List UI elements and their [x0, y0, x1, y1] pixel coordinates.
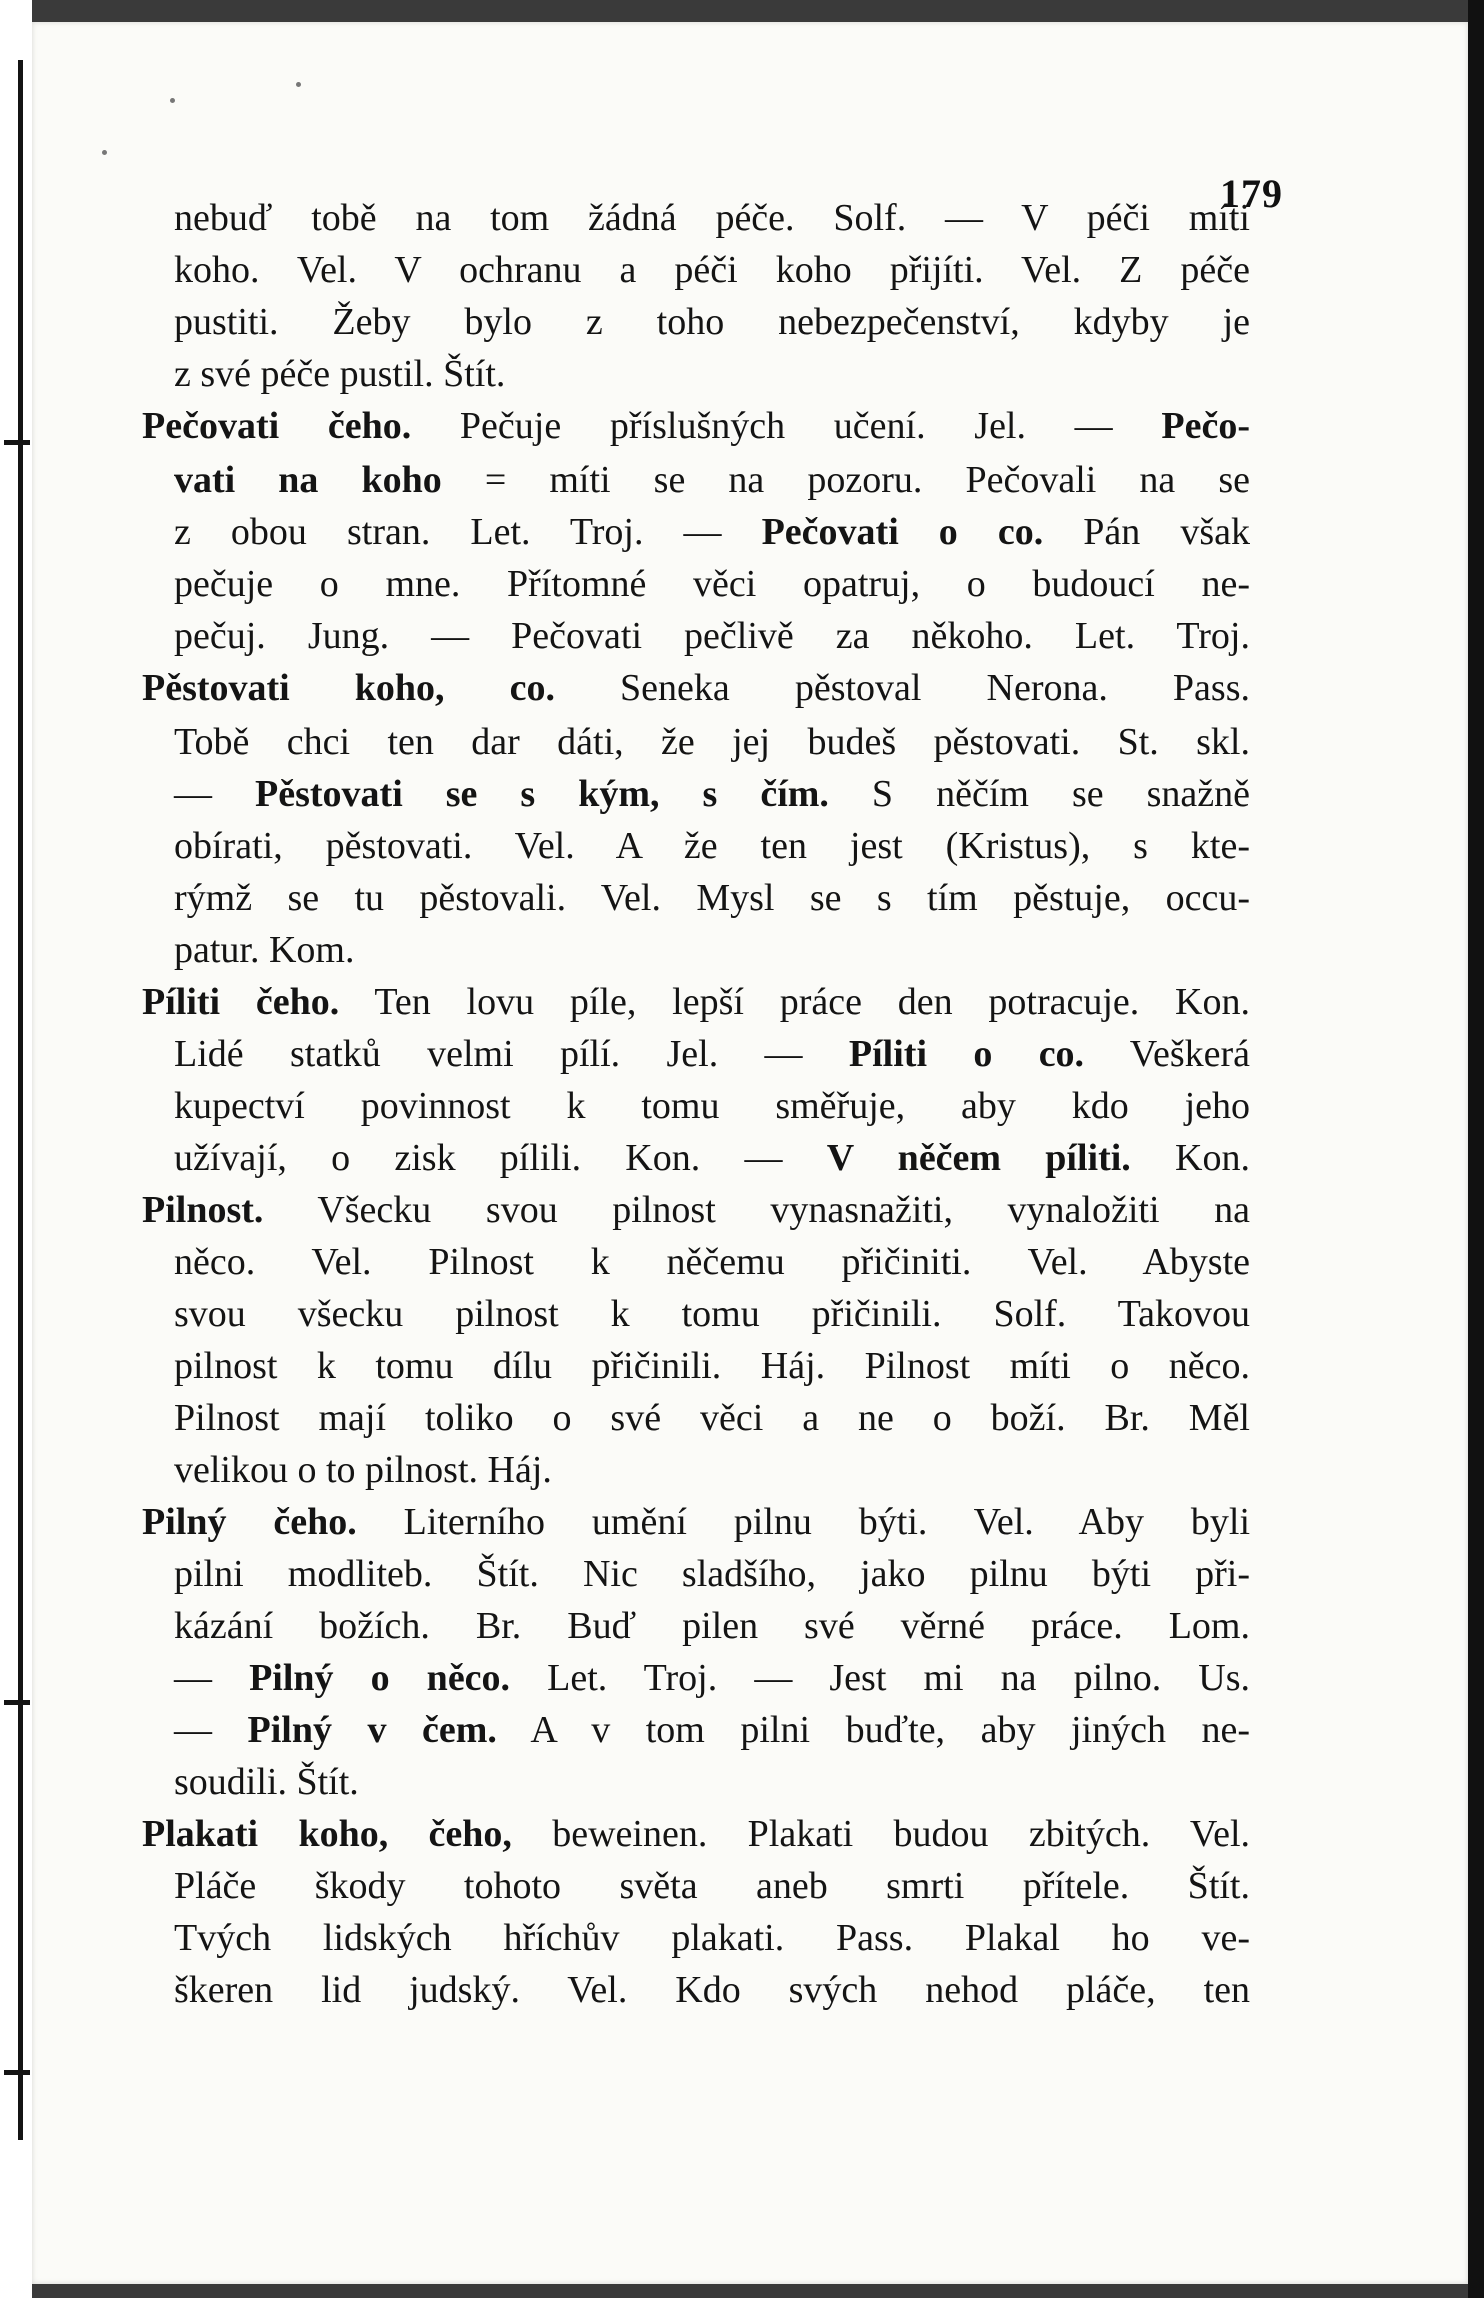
page-number: 179 [1220, 171, 1283, 216]
entry-text: beweinen. Plakati budou zbitých. Vel. [511, 1813, 1250, 1855]
line-text [174, 610, 1250, 662]
entry-text: — [174, 1657, 250, 1699]
text-line [32, 1444, 1468, 1496]
text-line [32, 1548, 1468, 1600]
entry-headword: Píliti čeho. [142, 981, 340, 1023]
entry-text: obírati, pěstovati. Vel. A že ten jest (Kristus), s kte- [174, 825, 1250, 867]
entry-text: Seneka pěstoval Nerona. Pass. [554, 667, 1250, 709]
line-text [142, 400, 1250, 452]
line-text [174, 1340, 1250, 1392]
text-line [32, 1184, 1468, 1236]
text-line [32, 820, 1468, 872]
entry-text: z obou stran. Let. Troj. — [174, 511, 762, 553]
entry-text: — [174, 773, 256, 815]
text-line [32, 1600, 1468, 1652]
entry-headword: Pěstovati koho, co. [142, 667, 555, 709]
line-text [174, 506, 1250, 558]
entry-text: Pilnost mají toliko o své věci a ne o boží. Br. Měl [174, 1397, 1250, 1439]
line-text [174, 244, 1250, 296]
line-text [174, 1756, 1250, 1808]
book-page [32, 22, 1468, 2284]
text-line [32, 1132, 1468, 1184]
entry-text: Tobě chci ten dar dáti, že jej budeš pěstovati. St. skl. [174, 721, 1250, 763]
scan-speck [296, 82, 301, 87]
entry-text: Ten lovu píle, lepší práce den potracuje. Kon. [339, 981, 1250, 1023]
text-line [32, 1860, 1468, 1912]
entry-text: Kon. [1130, 1137, 1250, 1179]
text-line [32, 1392, 1468, 1444]
scan-left-margin [0, 0, 32, 2298]
entry-text: Let. Troj. — Jest mi na pilno. Us. [510, 1657, 1251, 1699]
text-line [32, 400, 1468, 452]
line-text [142, 1808, 1250, 1860]
entry-text: pilni modliteb. Štít. Nic sladšího, jako pilnu býti při- [174, 1553, 1250, 1595]
entry-text: patur. Kom. [174, 929, 355, 971]
line-text [174, 872, 1250, 924]
line-text [174, 1080, 1250, 1132]
entry-text: nebuď tobě na tom žádná péče. Solf. — V péči míti [174, 197, 1250, 239]
text-line [32, 662, 1468, 714]
text-line [32, 1808, 1468, 1860]
scan-speck [170, 98, 175, 103]
text-line [32, 296, 1468, 348]
line-text [174, 1600, 1250, 1652]
line-text [174, 1132, 1250, 1184]
entry-text: pečuje o mne. Přítomné věci opatruj, o budoucí ne- [174, 563, 1250, 605]
scan-right-edge [1468, 0, 1484, 2298]
entry-text: Pán však [1043, 511, 1250, 553]
text-line [32, 1028, 1468, 1080]
line-text [174, 296, 1250, 348]
entry-text: škeren lid judský. Vel. Kdo svých nehod pláče, ten [174, 1969, 1250, 2011]
binding-tick [4, 1700, 30, 1705]
text-line [32, 1756, 1468, 1808]
entry-text: kázání božích. Br. Buď pilen své věrné práce. Lom. [174, 1605, 1250, 1647]
line-text [142, 976, 1250, 1028]
text-line [32, 1496, 1468, 1548]
line-text [174, 192, 1250, 244]
text-line [32, 454, 1468, 506]
entry-text: velikou o to pilnost. Háj. [174, 1449, 552, 1491]
entry-text: S něčím se snažně [828, 773, 1250, 815]
line-text [174, 1028, 1250, 1080]
entry-text: Lidé statků velmi pílí. Jel. — [174, 1033, 849, 1075]
entry-text: svou všecku pilnost k tomu přičinili. Solf. Takovou [174, 1293, 1250, 1335]
line-text [174, 1964, 1250, 2016]
text-line [32, 192, 1468, 244]
entry-headword: vati na koho [174, 459, 442, 501]
entry-headword: Pilný v čem. [247, 1709, 497, 1751]
line-text [142, 1184, 1250, 1236]
text-line [32, 558, 1468, 610]
line-text [174, 1860, 1250, 1912]
entry-text: Pečuje příslušných učení. Jel. — [411, 405, 1162, 447]
entry-headword: Pečovati čeho. [142, 405, 412, 447]
text-line [32, 1340, 1468, 1392]
entry-headword: Píliti o co. [848, 1033, 1085, 1075]
entry-text: Pláče škody tohoto světa aneb smrti přítele. Štít. [174, 1865, 1250, 1907]
line-text [174, 1444, 1250, 1496]
scan-speck [102, 150, 107, 155]
text-line [32, 1236, 1468, 1288]
entry-text: Tvých lidských hříchův plakati. Pass. Plakal ho ve- [174, 1917, 1250, 1959]
entry-text: kupectví povinnost k tomu směřuje, aby kdo jeho [174, 1085, 1250, 1127]
entry-text: koho. Vel. V ochranu a péči koho přijíti. Vel. Z péče [174, 249, 1250, 291]
line-text [142, 1496, 1250, 1548]
line-text [174, 1652, 1250, 1704]
line-text [142, 662, 1250, 714]
entry-text: = míti se na pozoru. Pečovali na se [441, 459, 1250, 501]
entry-text: rýmž se tu pěstovali. Vel. Mysl se s tím pěstuje, occu- [174, 877, 1250, 919]
entry-text: pečuj. Jung. — Pečovati pečlivě za někoho. Let. Troj. [174, 615, 1250, 657]
text-line [32, 716, 1468, 768]
entry-headword: Pečo- [1161, 405, 1250, 447]
entry-headword: Pilný o něco. [249, 1657, 511, 1699]
entry-text: Všecku svou pilnost vynasnažiti, vynaložiti na [263, 1189, 1250, 1231]
line-text [174, 716, 1250, 768]
entry-text: pilnost k tomu dílu přičinili. Háj. Pilnost míti o něco. [174, 1345, 1250, 1387]
binding-tick [4, 440, 30, 445]
text-line [32, 1964, 1468, 2016]
line-text [174, 558, 1250, 610]
entry-text: Literního umění pilnu býti. Vel. Aby byli [356, 1501, 1250, 1543]
line-text [174, 1548, 1250, 1600]
entry-headword: Pilný čeho. [142, 1501, 357, 1543]
text-line [32, 506, 1468, 558]
entry-headword: Pilnost. [142, 1189, 264, 1231]
line-text [174, 1288, 1250, 1340]
entry-text: pustiti. Žeby bylo z toho nebezpečenství, kdyby je [174, 301, 1250, 343]
text-line [32, 1704, 1468, 1756]
text-line [32, 924, 1468, 976]
line-text [174, 454, 1250, 506]
entry-headword: V něčem píliti. [826, 1137, 1131, 1179]
text-line [32, 244, 1468, 296]
entry-headword: Pečovati o co. [761, 511, 1044, 553]
text-line [32, 976, 1468, 1028]
text-line [32, 1912, 1468, 1964]
line-text [174, 1704, 1250, 1756]
entry-text: Veškerá [1084, 1033, 1250, 1075]
line-text [174, 820, 1250, 872]
text-line [32, 1288, 1468, 1340]
binding-tick [4, 2070, 30, 2075]
entry-text: něco. Vel. Pilnost k něčemu přičiniti. Vel. Abyste [174, 1241, 1250, 1283]
entry-text: z své péče pustil. Štít. [174, 353, 506, 395]
text-line [32, 1080, 1468, 1132]
entry-text: užívají, o zisk pílili. Kon. — [174, 1137, 827, 1179]
text-line [32, 1652, 1468, 1704]
line-text [174, 768, 1250, 820]
text-line [32, 610, 1468, 662]
entry-text: soudili. Štít. [174, 1761, 359, 1803]
text-line [32, 872, 1468, 924]
text-line [32, 348, 1468, 400]
dictionary-text [32, 22, 1468, 2284]
entry-headword: Plakati koho, čeho, [142, 1813, 512, 1855]
line-text [174, 1236, 1250, 1288]
entry-text: A v tom pilni buďte, aby jiných ne- [496, 1709, 1250, 1751]
line-text [174, 1392, 1250, 1444]
binding-line [18, 60, 23, 2140]
line-text [174, 1912, 1250, 1964]
entry-text: — [174, 1709, 248, 1751]
line-text [174, 924, 1250, 976]
text-line [32, 768, 1468, 820]
entry-headword: Pěstovati se s kým, s čím. [255, 773, 829, 815]
line-text [174, 348, 1250, 400]
